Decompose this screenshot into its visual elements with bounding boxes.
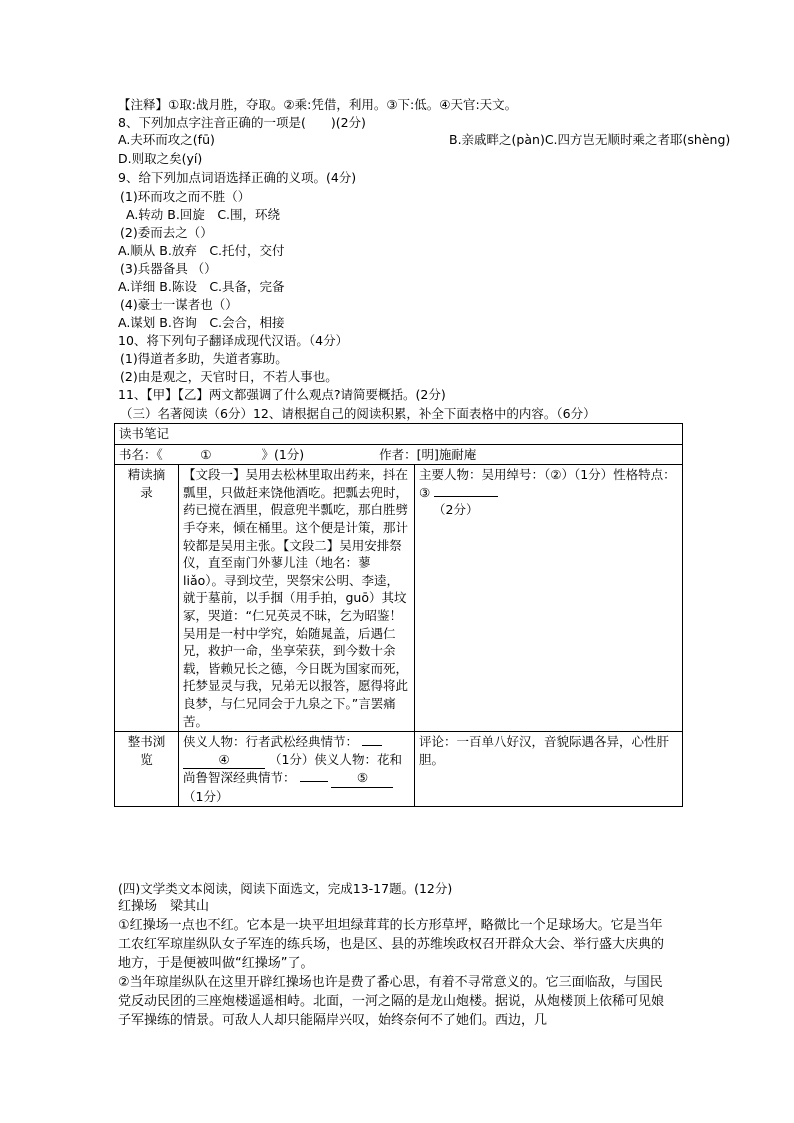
q9-item-1-options: A.转动 B.回旋 C.围，环绕 [126,207,281,222]
article-title: 红操场 梁其山 [118,899,210,914]
q8-option-a-row [118,131,731,148]
question-11: 11、【甲】【乙】两文都强调了什么观点?请简要概括。(2分) [118,387,446,402]
main-character-cell [415,465,683,732]
answer-blank-3[interactable] [434,496,498,497]
q9-item-1: (1)环而攻之而不胜（） [120,189,251,204]
question-12: （三）名著阅读（6分）12、请根据自己的阅读积累，补全下面表格中的内容。（6分） [120,406,596,421]
article-paragraph-2: ②当年琼崖纵队在这里开辟红操场也许是费了番心思，有着不寻常意义的。它三面临敌，与国民党反动民团的三座炮楼遥遥相峙。北面，一河之隔的是龙山炮楼。据说，从炮楼顶上依稀可见娘子军操练的情景。可敌人人却只能隔岸兴叹，始终奈何不了她们。西边，几 [118,975,665,1028]
q8-option-bc: B.亲戚畔之(pàn)C.四方岂无顺时乘之者耶(shèng) [449,132,731,147]
q9-item-4-options: A.谋划 B.咨询 C.会合，相接 [118,315,285,330]
hero-2-score: （1分） [183,788,229,804]
q9-item-3-options: A.详细 B.陈设 C.具备，完备 [118,279,285,294]
annotation-note: 【注释】①取:战月胜，夺取。②乘:凭借，利用。③下:低。④天官:天文。 [118,97,518,112]
table-title-row [115,424,683,445]
question-8: 8、下列加点字注音正确的一项是( )(2分) [118,115,366,130]
table-book-row [115,444,683,465]
question-10: 10、将下列句子翻译成现代汉语。（4分） [118,333,349,348]
q10-sentence-1: (1)得道者多助，失道者寡助。 [120,351,288,366]
heroes-cell [179,732,415,807]
main-character-score: （2分） [433,502,479,518]
q8-option-a: A.夫环而攻之(fū) [118,132,215,147]
answer-blank-4[interactable]: ④ [183,751,265,770]
close-reading-row [115,465,683,732]
q9-item-2: (2)委而去之（） [120,225,213,240]
answer-blank-4a[interactable] [362,745,382,746]
book-author-cell: 书名：《 ① 》(1分) 作者：[明]施耐庵 [115,444,683,465]
q9-item-3: (3)兵器备具 （） [120,261,217,276]
answer-blank-5[interactable]: ⑤ [331,769,393,788]
hero-1-text: 侠义人物：行者武松经典情节： [183,734,359,750]
section-4-heading: (四)文学类文本阅读，阅读下面选文，完成13-17题。(12分) [118,881,453,896]
table-title: 读书笔记 [115,424,683,445]
close-reading-label: 精读摘录 [115,465,179,732]
q9-item-2-options: A.顺从 B.放弃 C.托付，交付 [118,243,285,258]
article-paragraph-1: ①红操场一点也不红。它本是一块平坦坦绿茸茸的长方形草坪，略微比一个足球场大。它是当年工农红军琼崖纵队女子军连的练兵场，也是区、县的苏维埃政权召开群众大会、举行盛大庆典的地方，于是便被叫做“红操场”了。 [118,918,665,971]
excerpt-cell: 【文段一】吴用去松林里取出药来，抖在瓢里，只做赶来饶他酒吃。把瓢去兜时，药已搅在酒里，假意兜半瓢吃，那白胜劈手夺来，倾在桶里。这个便是计策，那计较都是吴用主张。【文段二】吴用安排祭仪，直至南门外蓼儿洼（地名：蓼liǎo）。寻到坟茔，哭祭宋公明、李逵，就于墓前，以手掴（用手拍，guō）其坟冢，哭道：“仁兄英灵不昧，乞为昭鉴！吴用是一村中学究，始随晁盖，后遇仁兄，救护一命，坐享荣获，到今数十余载，皆赖兄长之德，今日既为国家而死，托梦显灵与我，兄弟无以报答，愿得将此良梦，与仁兄同会于九泉之下。”言罢痛苦。 [179,465,415,732]
q10-sentence-2: (2)由是观之，天官时日，不若人事也。 [120,369,338,384]
main-character-text: 主要人物：吴用绰号：（②）（1分）性格特点：③ [419,467,676,500]
q9-item-4: (4)豪士一谋者也（） [120,297,238,312]
whole-book-row [115,732,683,807]
whole-book-label: 整书浏览 [115,732,179,807]
hero-1-score: （1分）侠义人物：花和尚鲁智深经典情节： [183,751,402,786]
question-9: 9、给下列加点词语选择正确的义项。(4分) [118,170,357,185]
q8-option-d: D.则取之矣(yí) [118,151,203,166]
reading-notes-table [114,423,683,807]
review-cell: 评论：一百单八好汉，音貌际遇各异，心性肝胆。 [415,732,683,807]
answer-blank-5a[interactable] [300,781,328,782]
